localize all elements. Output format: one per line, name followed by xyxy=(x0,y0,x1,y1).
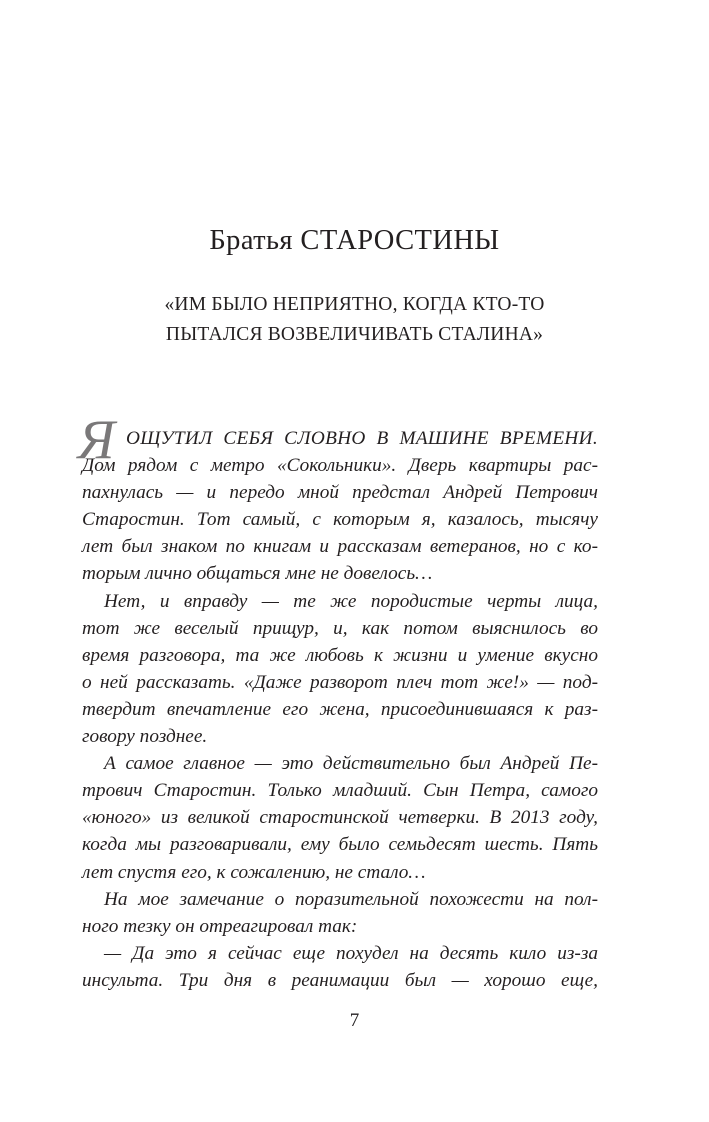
text-line: инсульта. Три дня в реанимации был — хорошо еще, xyxy=(82,969,598,991)
text-line-content: ОЩУТИЛ СЕБЯ СЛОВНО В МАШИНЕ ВРЕМЕНИ. xyxy=(126,428,598,449)
text-line: Дом рядом с метро «Сокольники». Дверь квартиры рас- xyxy=(82,455,598,477)
text-line: Старостин. Тот самый, с которым я, казалось, тысячу xyxy=(82,509,598,531)
text-line: А самое главное — это действительно был Андрей Пе- xyxy=(104,753,598,775)
text-line: пахнулась — и передо мной предстал Андрей Петрович xyxy=(82,482,598,504)
chapter-subtitle xyxy=(0,290,709,350)
text-line: говору позднее. xyxy=(82,726,208,748)
subtitle-line: ПЫТАЛСЯ ВОЗВЕЛИЧИВАТЬ СТАЛИНА» xyxy=(165,324,544,345)
drop-cap: Я xyxy=(78,409,116,471)
text-line: лет спустя его, к сожалению, не стало… xyxy=(82,861,426,883)
text-line: — Да это я сейчас еще похудел на десять кило из-за xyxy=(104,942,598,964)
text-line: тот же веселый прищур, и, как потом выяснилось во xyxy=(82,617,598,639)
page-number: 7 xyxy=(349,1010,360,1031)
text-line: Нет, и вправду — те же породистые черты лица, xyxy=(104,590,598,612)
text-line: торым лично общаться мне не довелось… xyxy=(82,563,433,585)
text-line: о ней рассказать. «Даже разворот плеч тот же!» — под- xyxy=(82,671,598,693)
text-line: когда мы разговаривали, ему было семьдесят шесть. Пять xyxy=(82,834,598,856)
text-line: твердит впечатление его жена, присоединившаяся к раз- xyxy=(82,698,598,720)
body-text xyxy=(78,409,598,994)
text-line: На мое замечание о поразительной похожести на пол- xyxy=(104,888,598,910)
subtitle-line: «ИМ БЫЛО НЕПРИЯТНО, КОГДА КТО-ТО xyxy=(164,294,545,315)
text-line: лет был знаком по книгам и рассказам ветеранов, но с ко- xyxy=(82,536,598,558)
chapter-title: Братья СТАРОСТИНЫ xyxy=(209,225,500,256)
text-line: время разговора, та же любовь к жизни и умение вкусно xyxy=(82,644,598,666)
text-line: ного тезку он отреагировал так: xyxy=(82,915,358,937)
text-line: «юного» из великой старостинской четверки. В 2013 году, xyxy=(82,807,598,829)
text-line: трович Старостин. Только младший. Сын Петра, самого xyxy=(82,780,598,802)
